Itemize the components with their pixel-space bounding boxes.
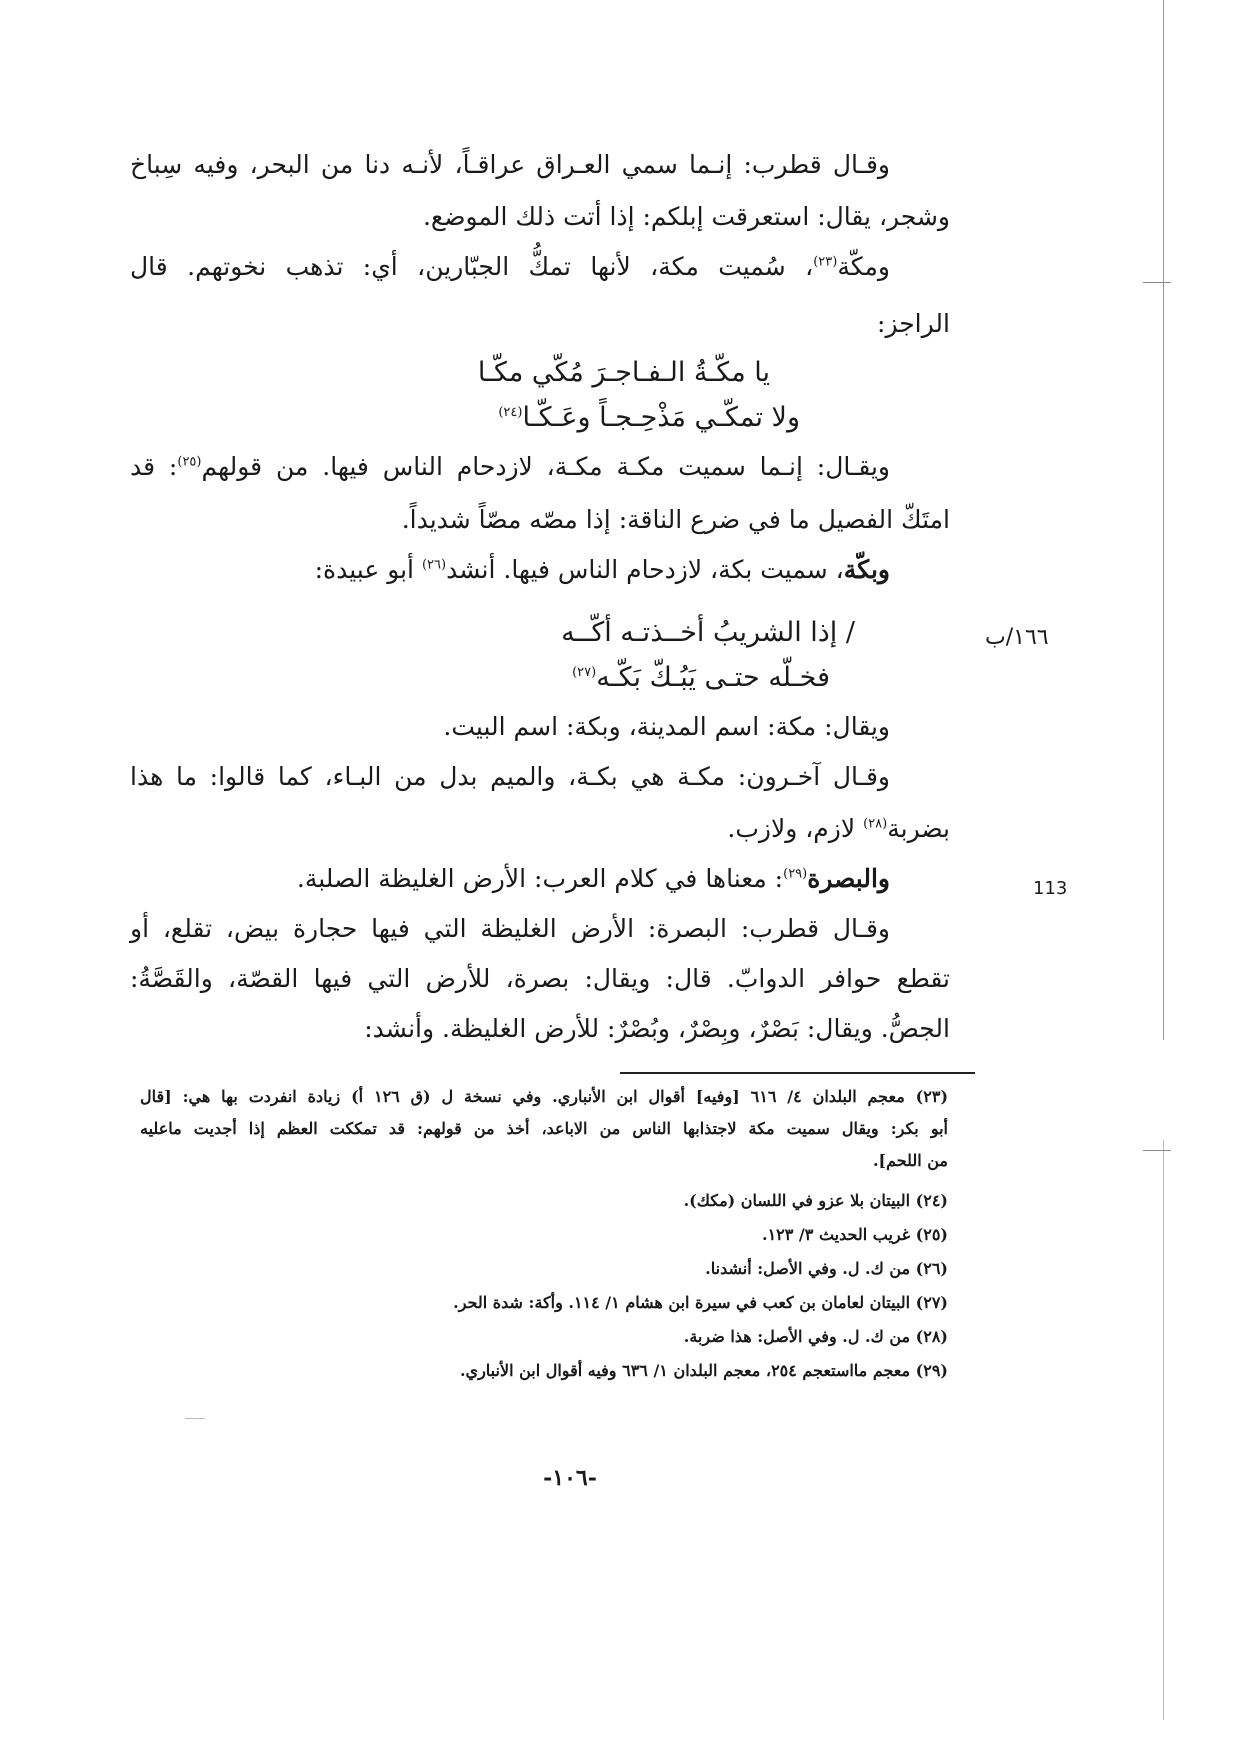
main-text — [130, 0, 950, 1060]
text-line: وقـال آخـرون: مكـة هي بكـة، والميم بدل من البـاء، كما قالوا: ما هذا — [130, 762, 890, 791]
scan-edge-line — [1163, 1140, 1164, 1720]
text-line: وبكّة، سميت بكة، لازدحام الناس فيها. أنشد$^{(٢٦)}$ أبو عبيدة: — [314, 555, 890, 584]
footnote: (٢٥) غريب الحديث ٣/ ١٢٣. — [762, 1225, 948, 1244]
footnote: (٢٤) البيتان بلا عزو في اللسان (مكك). — [683, 1191, 948, 1210]
text-line: الجصُّ. ويقال: بَصْرٌ، وبِصْرٌ، وبُصْرٌ: للأرض الغليظة. وأنشد: — [364, 1014, 950, 1043]
footnote: (٢٦) من ك. ل. وفي الأصل: أنشدنا. — [705, 1259, 948, 1278]
footnote: (٢٣) معجم البلدان ٤/ ٦١٦ [وفيه] أقوال ابن الأنباري. وفي نسخة ل (ق ١٢٦ أ) زيادة انفردت بها هي: [قال — [140, 1087, 949, 1106]
footnote: من اللحم]. — [872, 1151, 948, 1170]
text-line: تقطع حوافر الدوابّ. قال: ويقال: بصرة، للأرض التي فيها القصّة، والقَصَّةُ: — [130, 964, 950, 993]
text-line: الراجز: — [877, 309, 950, 338]
verse-line: / إذا الشريبُ أخــذتـه أكّــه — [561, 617, 855, 648]
footnote: أبو بكر: ويقال سميت مكة لاجتذابها الناس من الاباعد، أخذ من قولهم: قد تمككت العظم إذا أجديت ماعليه — [140, 1119, 949, 1138]
verse-line: ولا تمكّـي مَذْحِـجـاً وعَـكّـا$^{(٢٤)}$ — [498, 402, 800, 433]
footnote-ref: (٢٥) — [177, 454, 202, 470]
footnote: (٢٩) معجم مااستعجم ٢٥٤، معجم البلدان ١/ ٦٣٦ وفيه أقوال ابن الأنباري. — [459, 1361, 948, 1380]
footnote-ref: (٢٧) — [572, 665, 597, 680]
text-line: وقـال قطرب: إنـما سمي العـراق عراقـاً، لأنـه دنا من البحر، وفيه سِباخ — [130, 150, 890, 179]
footnote: (٢٧) البيتان لعامان بن كعب في سيرة ابن هشام ١/ ١١٤. وأكة: شدة الحر. — [453, 1293, 948, 1312]
footnote-ref: (٢٣) — [813, 254, 838, 270]
footnote-divider — [620, 1072, 975, 1074]
text-line: والبصرة$^{(٢٩)}$: معناها في كلام العرب: الأرض الغليظة الصلبة. — [296, 864, 890, 893]
margin-page-ref: 113 — [1033, 878, 1068, 899]
text-line: وشجر، يقال: استعرقت إبلكم: إذا أتت ذلك الموضع. — [422, 202, 950, 231]
verse-line: فخـلّه حتـى يَبُـكّ بَكّـه$^{(٢٧)}$ — [572, 662, 830, 693]
footnote-ref: (٢٨) — [863, 816, 888, 832]
margin-tick — [1143, 1150, 1171, 1151]
text-line: ومكّة$^{(٢٣)}$، سُميت مكة، لأنها تمكُّ الجبّارين، أي: تذهب نخوتهم. قال — [130, 252, 890, 281]
page-number: -١٠٦- — [543, 1465, 597, 1491]
text-line: وقـال قطرب: البصرة: الأرض الغليظة التي فيها حجارة بيض، تقلع، أو — [130, 914, 890, 943]
text-line: ويقال: مكة: اسم المدينة، وبكة: اسم البيت. — [443, 712, 890, 741]
footnote-ref: (٢٦) — [421, 557, 447, 573]
verse-line: يا مكّـةُ الـفـاجـرَ مُكّي مكّـا — [477, 357, 770, 388]
margin-tick — [1143, 282, 1171, 283]
scan-edge-line — [1163, 0, 1164, 1040]
text-line: امتَكّ الفصيل ما في ضرع الناقة: إذا مصّه مصّاً شديداً. — [401, 505, 950, 534]
margin-folio-ref: ١٦٦/ب — [985, 625, 1049, 650]
footnote-ref: (٢٤) — [498, 405, 523, 420]
scan-mark — [185, 1418, 205, 1419]
text-line: ويقـال: إنـما سميت مكـة مكـة، لازدحام الناس فيها. من قولهم$^{(٢٥)}$: قد — [130, 452, 890, 481]
footnote-ref: (٢٩) — [783, 866, 808, 882]
text-line: بضربة$^{(٢٨)}$ لازم، ولازب. — [727, 814, 950, 843]
footnote: (٢٨) من ك. ل. وفي الأصل: هذا ضربة. — [683, 1327, 948, 1346]
